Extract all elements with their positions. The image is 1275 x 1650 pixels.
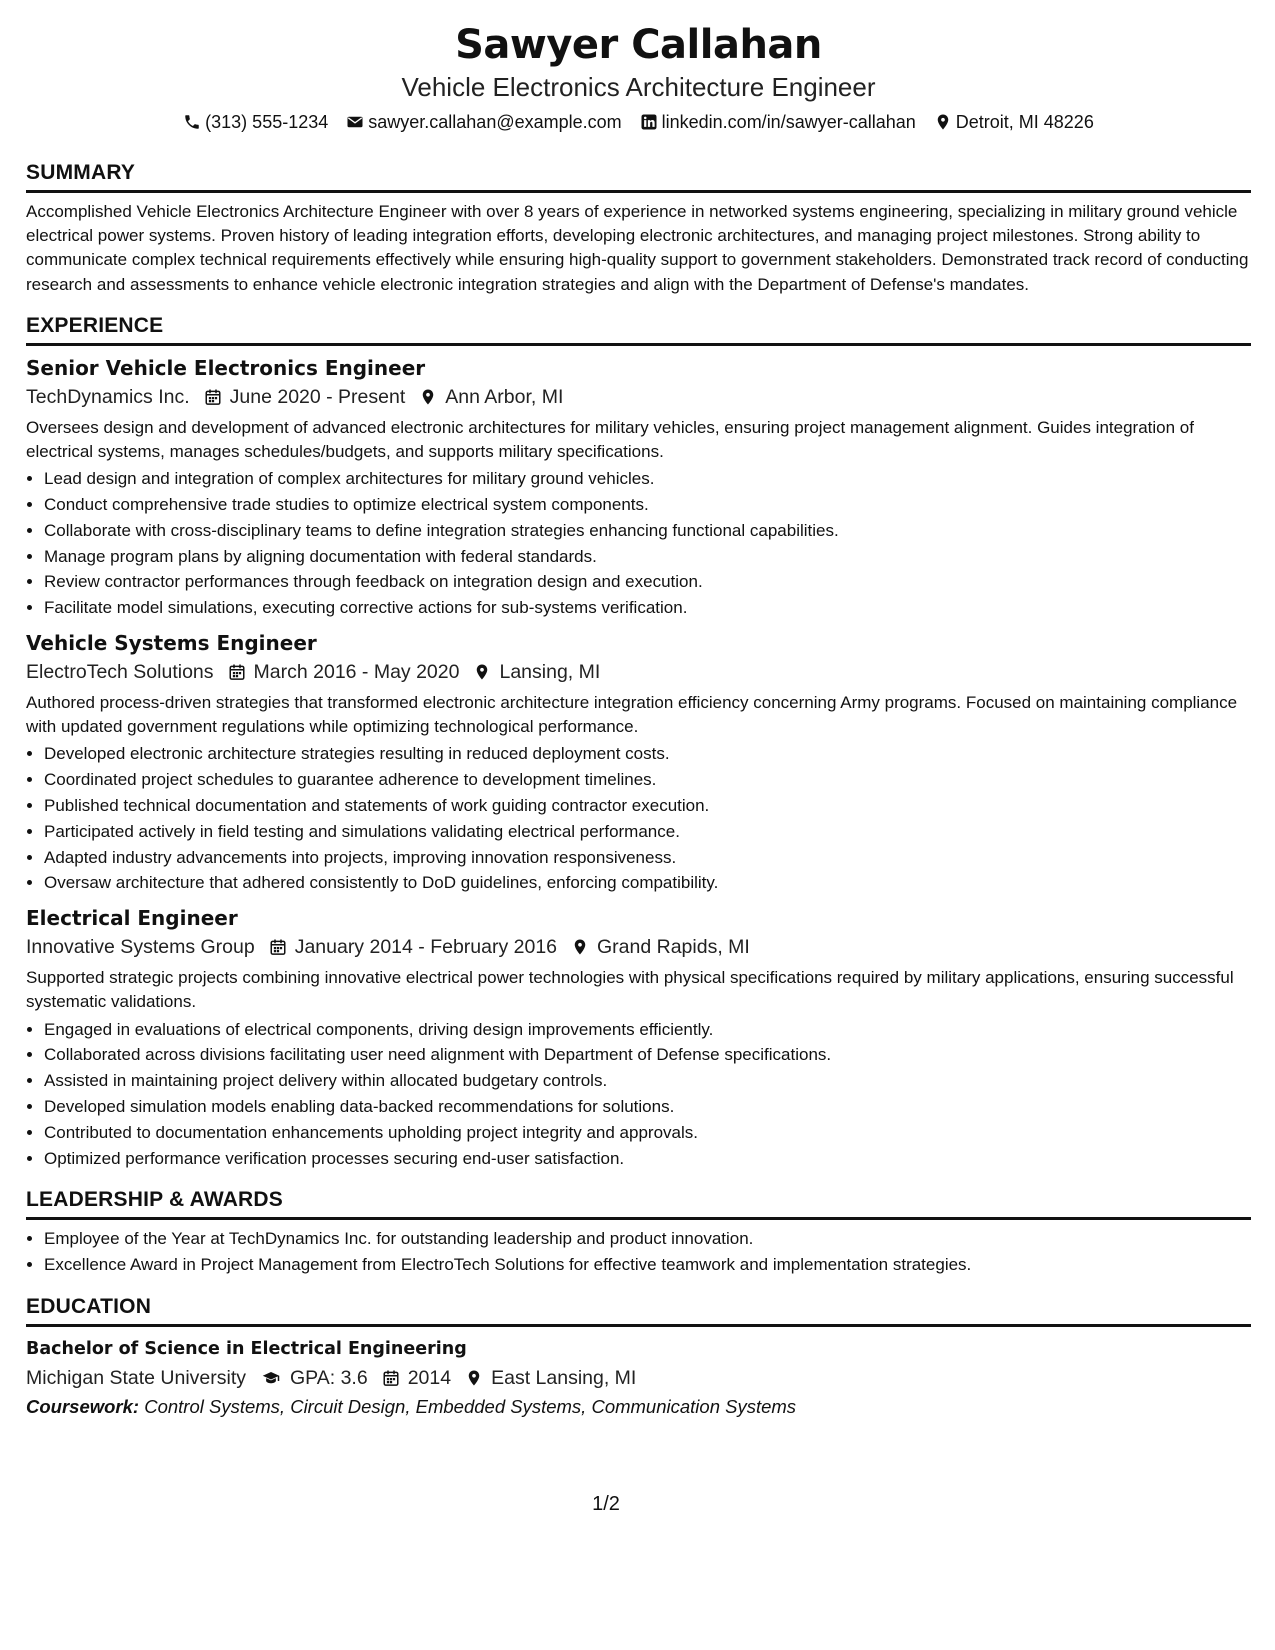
envelope-icon — [346, 113, 364, 131]
job-bullets — [26, 1017, 1251, 1172]
job-description: Authored process-driven strategies that transformed electronic architecture integration efficiency concerning Army programs. Focused on maintaining compliance with updated government regulations while optimizing technological performance. — [26, 693, 1238, 737]
contact-linkedin[interactable] — [640, 110, 916, 134]
contact-email[interactable] — [346, 110, 621, 134]
contact-location — [934, 110, 1094, 134]
phone-text: (313) 555-1234 — [205, 112, 329, 132]
list-item: • Conduct comprehensive trade studies to optimize electrical system components. — [44, 492, 1251, 518]
coursework-label: Coursework: — [26, 1395, 140, 1417]
job-title: Senior Vehicle Electronics Engineer — [26, 355, 426, 380]
list-item: • Developed simulation models enabling data-backed recommendations for solutions. — [44, 1094, 1251, 1120]
list-item: • Employee of the Year at TechDynamics Inc. for outstanding leadership and product innovation. — [44, 1226, 1251, 1252]
contact-phone — [183, 110, 328, 134]
degree-title: Bachelor of Science in Electrical Engineering — [26, 1338, 467, 1359]
job-entry — [26, 354, 1251, 621]
school-name: Michigan State University — [26, 1366, 247, 1389]
job-location: Grand Rapids, MI — [597, 936, 750, 959]
job-description: Oversees design and development of advanced electronic architectures for military vehicles, ensuring project management alignment. Guides integration of electrical systems, manages schedules/budgets, and supports military specifications. — [26, 417, 1194, 462]
list-item: • Coordinated project schedules to guarantee adherence to development timelines. — [44, 767, 1251, 793]
list-item: • Manage program plans by aligning documentation with federal standards. — [44, 544, 1251, 570]
job-dates: January 2014 - February 2016 — [294, 936, 558, 959]
list-item: • Excellence Award in Project Management from ElectroTech Solutions for effective teamwork and implementation strategies. — [44, 1252, 1251, 1278]
contact-bar — [26, 110, 1251, 134]
section-heading: EXPERIENCE — [26, 313, 1251, 346]
candidate-title: Vehicle Electronics Architecture Engineer — [401, 72, 876, 102]
list-item: • Facilitate model simulations, executing corrective actions for sub-systems verification. — [44, 595, 1251, 621]
map-pin-icon — [465, 1369, 483, 1387]
education-section — [26, 1294, 1251, 1421]
linkedin-icon — [640, 113, 658, 131]
experience-section — [26, 313, 1251, 1172]
list-item: • Assisted in maintaining project delivery within allocated budgetary controls. — [44, 1068, 1251, 1094]
list-item: • Optimized performance verification processes securing end-user satisfaction. — [44, 1146, 1251, 1172]
calendar-icon — [269, 938, 287, 956]
job-location: Lansing, MI — [499, 661, 601, 683]
job-title: Vehicle Systems Engineer — [26, 631, 317, 655]
calendar-icon — [228, 663, 246, 681]
linkedin-text[interactable]: linkedin.com/in/sawyer-callahan — [661, 112, 916, 132]
email-text[interactable]: sawyer.callahan@example.com — [368, 112, 622, 132]
job-meta — [26, 382, 1251, 412]
school-location: East Lansing, MI — [491, 1366, 637, 1389]
job-dates: June 2020 - Present — [229, 385, 406, 408]
graduation-cap-icon — [260, 1369, 282, 1387]
job-meta — [26, 932, 1251, 962]
section-heading: LEADERSHIP & AWARDS — [26, 1187, 1251, 1220]
job-location: Ann Arbor, MI — [445, 385, 564, 408]
list-item: • Engaged in evaluations of electrical components, driving design improvements efficiently. — [44, 1017, 1251, 1043]
company-name: Innovative Systems Group — [26, 936, 255, 959]
company-name: ElectroTech Solutions — [26, 661, 214, 683]
list-item: • Participated actively in field testing and simulations validating electrical performance. — [44, 819, 1251, 845]
job-dates: March 2016 - May 2020 — [253, 661, 460, 683]
list-item: • Collaborate with cross-disciplinary teams to define integration strategies enhancing functional capabilities. — [44, 518, 1251, 544]
job-entry — [26, 629, 1251, 896]
summary-text: Accomplished Vehicle Electronics Architecture Engineer with over 8 years of experience in networked systems engineering, specializing in military ground vehicle electrical power systems. Proven history of leading integration efforts, developing electronic architectures, and managing project milestones. Strong ability to communicate complex technical requirements effectively while ensuring high-quality support to government stakeholders. Demonstrated track record of conducting research and assessments to enhance vehicle electronic integration strategies and align with the Department of Defense's mandates. — [26, 202, 1249, 294]
section-heading: SUMMARY — [26, 160, 1251, 193]
resume-header — [26, 18, 1251, 134]
list-item: • Published technical documentation and statements of work guiding contractor execution. — [44, 793, 1251, 819]
list-item: • Contributed to documentation enhancements upholding project integrity and approvals. — [44, 1120, 1251, 1146]
job-bullets — [26, 741, 1251, 896]
job-description: Supported strategic projects combining innovative electrical power technologies with physical specifications required by military applications, ensuring successful systematic validations. — [26, 968, 1234, 1012]
list-item: • Review contractor performances through feedback on integration design and execution. — [44, 569, 1251, 595]
leadership-section — [26, 1187, 1251, 1278]
coursework-line — [26, 1393, 1251, 1421]
gpa: GPA: 3.6 — [290, 1366, 368, 1389]
map-pin-icon — [419, 388, 437, 406]
job-bullets — [26, 466, 1251, 621]
summary-section — [26, 160, 1251, 297]
location-text: Detroit, MI 48226 — [955, 112, 1094, 132]
calendar-icon — [382, 1369, 400, 1387]
map-pin-icon — [571, 938, 589, 956]
company-name: TechDynamics Inc. — [26, 385, 190, 408]
graduation-year: 2014 — [407, 1366, 452, 1389]
job-meta — [26, 657, 1251, 687]
phone-icon — [183, 113, 201, 131]
calendar-icon — [204, 388, 222, 406]
map-pin-icon — [934, 113, 952, 131]
section-heading: EDUCATION — [26, 1294, 1251, 1327]
list-item: • Developed electronic architecture strategies resulting in reduced deployment costs. — [44, 741, 1251, 767]
coursework-list: Control Systems, Circuit Design, Embedded Systems, Communication Systems — [144, 1395, 797, 1417]
education-meta — [26, 1363, 1251, 1393]
job-entry — [26, 904, 1251, 1171]
candidate-name: Sawyer Callahan — [455, 22, 822, 68]
list-item: • Lead design and integration of complex architectures for military ground vehicles. — [44, 466, 1251, 492]
list-item: • Collaborated across divisions facilitating user need alignment with Department of Defense specifications. — [44, 1042, 1251, 1068]
list-item: • Adapted industry advancements into projects, improving innovation responsiveness. — [44, 845, 1251, 871]
job-title: Electrical Engineer — [26, 906, 238, 931]
award-list — [26, 1226, 1251, 1278]
resume-page — [26, 18, 1251, 1421]
list-item: • Oversaw architecture that adhered consistently to DoD guidelines, enforcing compatibility. — [44, 870, 1251, 896]
map-pin-icon — [473, 663, 491, 681]
page-number: 1/2 — [592, 1493, 620, 1515]
